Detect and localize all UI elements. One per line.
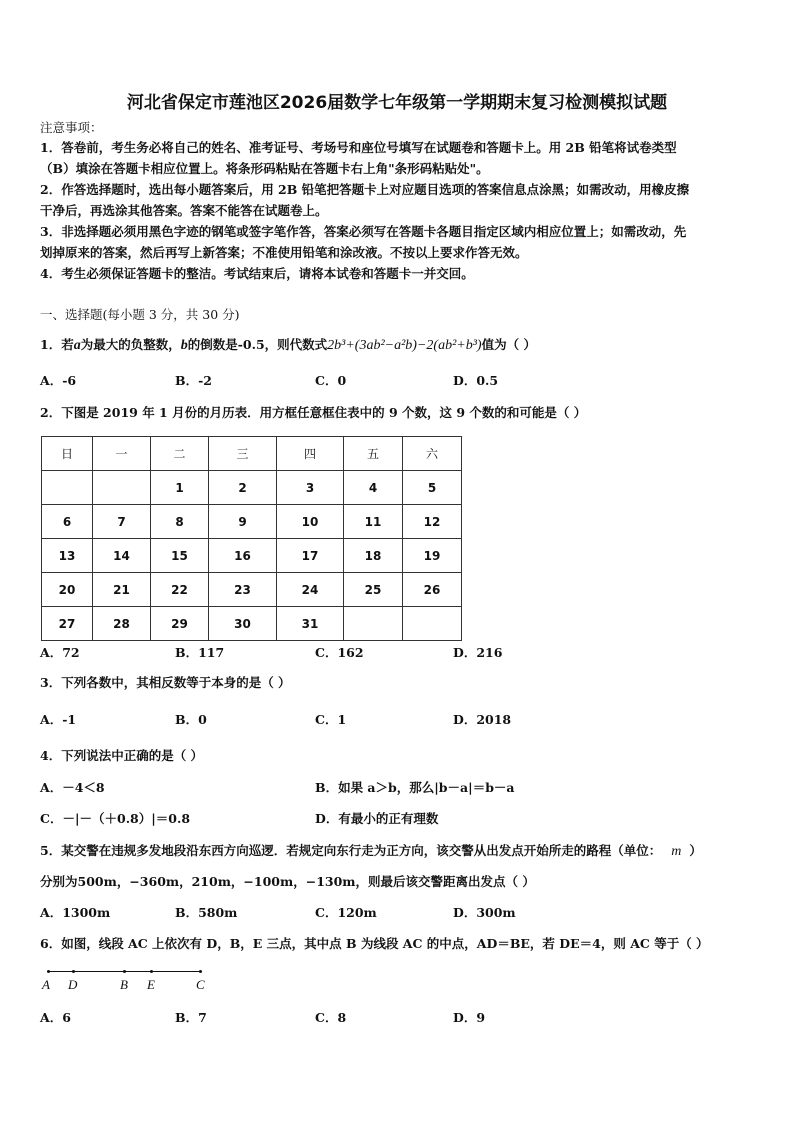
calendar-header-cell: 二 [151,437,209,471]
point-label-e: E [147,977,155,992]
calendar-row [42,505,462,539]
q4-option-a: A．－4＜8 [40,780,105,795]
q5-option-b: B．580m [175,905,238,920]
calendar-row [42,573,462,607]
q4-option-b: B．如果 a＞b，那么|b－a|＝b－a [315,780,515,795]
question-5-line-1 [40,841,702,862]
q6-option-c: C．8 [315,1010,347,1025]
calendar-cell [93,471,151,505]
calendar-cell: 7 [93,505,151,539]
q3-option-d: D．2018 [453,712,512,727]
calendar-cell: 27 [42,607,93,641]
calendar-cell: 28 [93,607,151,641]
q1-var-b: b [180,338,188,353]
question-4: 4．下列说法中正确的是（ ） [40,748,204,763]
calendar-header-cell: 三 [209,437,277,471]
notice-line: 1．答卷前，考生务必将自己的姓名、准考证号、考场号和座位号填写在试题卷和答题卡上。用 2B 铅笔将试卷类型 [40,140,677,155]
calendar-cell: 25 [344,573,403,607]
q6-option-d: D．9 [453,1010,486,1025]
question-3: 3．下列各数中，其相反数等于本身的是（ ） [40,675,291,690]
calendar-cell: 5 [403,471,462,505]
calendar-cell: 9 [209,505,277,539]
notice-line: 划掉原来的答案，然后再写上新答案；不准使用铅笔和涂改液。不按以上要求作答无效。 [40,245,528,260]
q2-option-a: A．72 [40,645,80,660]
q5-text: 5．某交警在违规多发地段沿东西方向巡逻．若规定向东行走为正方向，该交警从出发点开始所走的路程（单位： [40,843,662,858]
calendar-cell: 18 [344,539,403,573]
calendar-row [42,471,462,505]
calendar-cell: 12 [403,505,462,539]
calendar-cell: 11 [344,505,403,539]
point-c-dot [199,970,202,973]
calendar-cell: 21 [93,573,151,607]
q2-option-d: D．216 [453,645,503,660]
q5-text-end: ） [689,843,702,858]
calendar-cell: 24 [277,573,344,607]
point-label-a: A [42,977,50,992]
q3-option-c: C．1 [315,712,347,727]
section-heading: 一、选择题(每小题 3 分，共 30 分) [40,307,240,322]
notice-line: 4．考生必须保证答题卡的整洁。考试结束后，请将本试卷和答题卡一并交回。 [40,266,474,281]
q5-unit: m [671,844,682,859]
point-b-dot [123,970,126,973]
q1-option-a: A．-6 [40,373,77,388]
q1-option-b: B．-2 [175,373,212,388]
calendar-cell [344,607,403,641]
calendar-cell: 17 [277,539,344,573]
calendar-cell: 3 [277,471,344,505]
calendar-row [42,539,462,573]
q5-option-d: D．300m [453,905,516,920]
calendar-cell: 29 [151,607,209,641]
q2-option-c: C．162 [315,645,364,660]
point-label-c: C [196,977,205,992]
q1-mid: 为最大的负整数， [80,337,181,352]
q5-option-a: A．1300m [40,905,111,920]
notice-heading: 注意事项： [40,120,103,135]
notice-line: 3．非选择题必须用黑色字迹的钢笔或签字笔作答，答案必须写在答题卡各题目指定区域内相应位置上；如需改动，先 [40,224,687,239]
calendar-table [41,436,462,641]
notice-line: 2．作答选择题时，选出每小题答案后，用 2B 铅笔把答题卡上对应题目选项的答案信息点涂黑；如需改动，用橡皮擦 [40,182,690,197]
calendar-cell [403,607,462,641]
calendar-cell: 1 [151,471,209,505]
q1-expression: 2b³+(3ab²−a²b)−2(ab²+b³) [327,338,482,353]
calendar-cell: 23 [209,573,277,607]
calendar-cell: 22 [151,573,209,607]
calendar-header-cell: 四 [277,437,344,471]
q1-option-c: C．0 [315,373,347,388]
question-2: 2．下图是 2019 年 1 月份的月历表．用方框任意框住表中的 9 个数，这 9 个数的和可能是（ ） [40,405,587,420]
calendar-cell: 16 [209,539,277,573]
calendar-cell [42,471,93,505]
q6-option-b: B．7 [175,1010,207,1025]
calendar-cell: 14 [93,539,151,573]
notice-line: （B）填涂在答题卡相应位置上。将条形码粘贴在答题卡右上角"条形码粘贴处"。 [40,161,489,176]
q1-var-a: a [73,338,81,353]
calendar-cell: 4 [344,471,403,505]
point-label-d: D [68,977,78,992]
calendar-cell: 13 [42,539,93,573]
q6-option-a: A．6 [40,1010,71,1025]
calendar-cell: 31 [277,607,344,641]
question-6: 6．如图，线段 AC 上依次有 D，B，E 三点，其中点 B 为线段 AC 的中点，AD＝BE，若 DE＝4，则 AC 等于（ ） [40,936,709,951]
calendar-cell: 26 [403,573,462,607]
q4-option-c: C．－|－（＋0.8）|＝0.8 [40,811,191,826]
calendar-header-row [42,437,462,471]
point-label-b: B [120,977,128,992]
point-a-dot [47,970,50,973]
q4-option-d: D．有最小的正有理数 [315,811,439,826]
calendar-header-cell: 日 [42,437,93,471]
question-1 [40,335,536,356]
q1-mid2: 的倒数是-0.5，则代数式 [187,337,328,352]
q1-option-d: D．0.5 [453,373,499,388]
calendar-header-cell: 五 [344,437,403,471]
q5-option-c: C．120m [315,905,377,920]
calendar-cell: 30 [209,607,277,641]
calendar-header-cell: 六 [403,437,462,471]
point-d-dot [72,970,75,973]
q1-pre: 1．若 [40,337,74,352]
calendar-cell: 20 [42,573,93,607]
page-title: 河北省保定市莲池区2026届数学七年级第一学期期末复习检测模拟试题 [126,93,668,113]
calendar-cell: 10 [277,505,344,539]
calendar-cell: 15 [151,539,209,573]
q3-option-a: A．-1 [40,712,77,727]
q3-option-b: B．0 [175,712,207,727]
notice-line: 干净后，再选涂其他答案。答案不能答在试题卷上。 [40,203,328,218]
q1-post: 值为（ ） [481,337,536,352]
calendar-cell: 8 [151,505,209,539]
calendar-cell: 2 [209,471,277,505]
calendar-cell: 6 [42,505,93,539]
point-e-dot [150,970,153,973]
calendar-header-cell: 一 [93,437,151,471]
question-5-line-2: 分别为500m，−360m，210m，−100m，−130m，则最后该交警距离出发点（ ） [40,874,535,889]
calendar-cell: 19 [403,539,462,573]
q2-option-b: B．117 [175,645,225,660]
calendar-row [42,607,462,641]
